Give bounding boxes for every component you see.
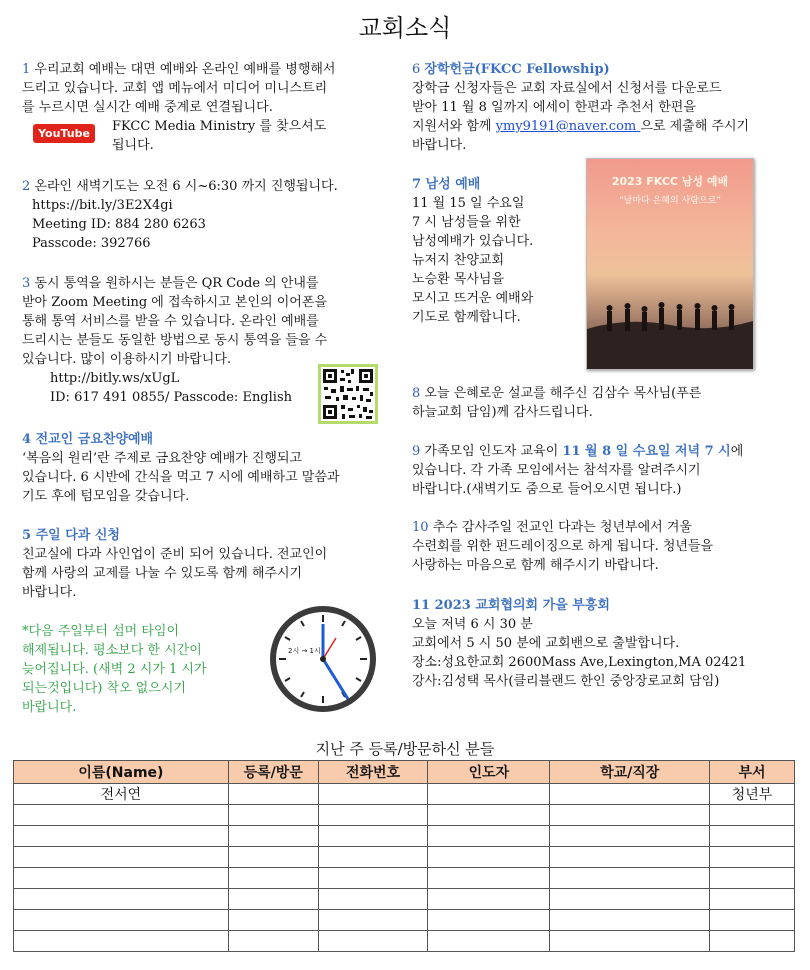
table-cell [550,784,710,805]
notice-number: 1 [22,62,31,77]
notice-text: 수련회를 위한 펀드레이징으로 하게 됩니다. 청년들을 [412,539,714,554]
column-header-status: 등록/방문 [228,761,318,784]
notice-text: 되는것입니다) 착오 없으시기 [22,681,187,696]
notice-number: 8 [412,386,421,401]
page-title: 교회소식 [358,14,452,42]
notice-heading: 11 2023 교회협의회 가을 부흥회 [412,598,610,613]
notice-text: 사랑하는 마음으로 함께 해주시기 바랍니다. [412,558,659,573]
notice-text: 동시 통역을 원하시는 분들은 QR Code 의 안내를 [34,276,319,291]
table-cell [318,847,428,868]
notice-text: 받아 11 월 8 일까지 에세이 한편과 추천서 한편을 [412,100,696,115]
notice-text: 가족모임 인도자 교육이 [424,444,563,459]
column-header-department: 부서 [710,761,795,784]
table-cell: 청년부 [710,784,795,805]
clock-label: 2시 → 1시 [288,647,321,655]
interpretation-id: ID: 617 491 0855/ Passcode: English [50,390,292,405]
table-row [14,847,795,868]
table-cell [14,805,229,826]
table-cell [710,931,795,952]
table-row [14,784,795,805]
column-header-school-work: 학교/직장 [550,761,710,784]
daylight-saving-note [22,622,262,717]
highlight-date: 11 월 8 일 수요일 저녁 7 시 [562,444,731,459]
table-cell [318,784,428,805]
table-cell [550,931,710,952]
notice-text: 드리시는 분들도 동일한 방법으로 동시 통역을 들을 수 [22,333,328,348]
table-cell [228,931,318,952]
notice-text: 온라인 새벽기도는 오전 6 시~6:30 까지 진행됩니다. [34,179,338,194]
mens-worship-poster [586,158,754,370]
notice-number: 9 [412,444,421,459]
qr-code-icon[interactable] [318,364,378,424]
table-cell [318,826,428,847]
notice-text: 으로 제출해 주시기 [640,119,750,134]
table-cell [318,805,428,826]
notice-number: 10 [412,520,429,535]
table-cell [228,805,318,826]
table-cell [228,847,318,868]
notice-2 [22,177,402,253]
notice-heading: 4 전교인 금요찬양예배 [22,432,154,447]
table-cell [428,826,550,847]
table-cell [228,889,318,910]
notice-8 [412,384,797,422]
table-cell [550,910,710,931]
visitor-table [13,760,795,952]
table-cell [14,910,229,931]
notice-text: 오늘 은혜로운 설교를 해주신 김삼수 목사님(푸른 [424,386,702,401]
table-cell [550,805,710,826]
poster-title: 2023 FKCC 남성 예배 [611,175,729,188]
notice-text: 바랍니다. [22,700,77,715]
notice-text: 있습니다. 6 시반에 간식을 먹고 7 시에 예배하고 말씀과 [22,470,340,485]
notice-text: 뉴저지 찬양교회 [412,253,505,268]
meeting-id: Meeting ID: 884 280 6263 [32,217,206,232]
interpretation-link[interactable]: http://bitly.ws/xUgL [50,371,180,386]
notice-text: 늦어집니다. (새벽 2 시가 1 시가 [22,662,207,677]
notice-text: 강사:김성택 목사(클리블랜드 한인 중앙장로교회 담임) [412,674,720,689]
table-cell [550,826,710,847]
notice-5 [22,526,402,602]
table-row [14,805,795,826]
notice-text: 해제됩니다. 평소보다 한 시간이 [22,643,202,658]
notice-text: 7 시 남성들을 위한 [412,215,521,230]
notice-6 [412,60,797,155]
table-cell [550,847,710,868]
poster-subtitle: “날마다 은혜의 사람으로” [619,196,721,206]
table-cell [428,889,550,910]
notice-text: 교회에서 5 시 50 분에 교회밴으로 출발합니다. [412,636,680,651]
notice-text: 노승환 목사님을 [412,272,505,287]
table-cell [710,805,795,826]
notice-text: 모시고 뜨거운 예배와 [412,291,534,306]
table-cell [318,868,428,889]
notice-text: 함께 사랑의 교제를 나눌 수 있도록 함께 해주시기 [22,566,303,581]
notice-number: 3 [22,276,31,291]
table-cell [228,826,318,847]
notice-text: 하늘교회 담임)께 감사드립니다. [412,405,593,420]
youtube-note [112,117,392,155]
notice-text: 친교실에 다과 사인업이 준비 되어 있습니다. 전교인이 [22,547,328,562]
notice-text: 바랍니다. [22,585,77,600]
table-cell [14,889,229,910]
notice-text: 기도 후에 텀모임을 갖습니다. [22,489,190,504]
notice-heading: 5 주일 다과 신청 [22,528,120,543]
column-header-leader: 인도자 [428,761,550,784]
notice-text: 를 누르시면 실시간 예배 중계로 연결됩니다. [22,100,273,115]
table-cell: 전서연 [14,784,229,805]
table-cell [228,910,318,931]
table-header-row [14,761,795,784]
table-cell [710,889,795,910]
notice-number: 2 [22,179,31,194]
table-cell [550,889,710,910]
table-row [14,826,795,847]
table-cell [228,784,318,805]
notice-text: 있습니다. 각 가족 모임에서는 참석자를 알려주시기 [412,463,701,478]
table-cell [14,931,229,952]
notice-10 [412,518,797,575]
table-cell [228,868,318,889]
notice-text: FKCC Media Ministry 를 찾으셔도 [112,119,327,134]
notice-text: 장소:성요한교회 2600Mass Ave,Lexington,MA 02421 [412,655,747,670]
table-cell [428,910,550,931]
table-row [14,868,795,889]
table-cell [710,910,795,931]
notice-number: 6 [412,62,421,77]
table-cell [710,826,795,847]
table-cell [318,910,428,931]
notice-text: 받아 Zoom Meeting 에 접속하시고 본인의 이어폰을 [22,295,327,310]
table-cell [428,868,550,889]
notice-11 [412,596,802,691]
notice-text: 통해 통역 서비스를 받을 수 있습니다. 온라인 예배를 [22,314,319,329]
email-link[interactable]: ymy9191@naver.com [495,119,641,134]
notice-text: 장학금 신청자들은 교회 자료실에서 신청서를 다운로드 [412,81,722,96]
table-cell [14,826,229,847]
notice-text: 바랍니다. [412,138,467,153]
column-header-phone: 전화번호 [318,761,428,784]
table-row [14,910,795,931]
column-header-name: 이름(Name) [14,761,229,784]
table-cell [14,868,229,889]
notice-9 [412,442,802,499]
notice-text: 됩니다. [112,138,154,153]
table-cell [428,931,550,952]
notice-text: 남성예배가 있습니다. [412,234,534,249]
notice-text: 지원서와 함께 [412,119,496,134]
notice-text: 에 [730,444,744,459]
notice-1 [22,60,392,117]
notice-7 [412,175,582,327]
notice-text: ‘복음의 원리’란 주제로 금요찬양 예배가 진행되고 [22,451,303,466]
notice-text: *다음 주일부터 섬머 타임이 [22,624,180,639]
notice-text: 오늘 저녁 6 시 30 분 [412,617,533,632]
clock-icon [268,604,378,714]
notice-text: 11 월 15 일 수요일 [412,196,525,211]
table-cell [710,868,795,889]
table-caption: 지난 주 등록/방문하신 분들 [315,740,495,758]
youtube-logo-icon: YouTube [33,124,95,143]
notice-text: 추수 감사주일 전교인 다과는 청년부에서 겨울 [432,520,692,535]
notice-text: 기도로 함께합니다. [412,310,521,325]
table-cell [318,889,428,910]
notice-4 [22,430,402,506]
table-cell [550,868,710,889]
notice-heading: 장학헌금(FKCC Fellowship) [424,62,610,77]
table-row [14,889,795,910]
notice-text: 드리고 있습니다. 교회 앱 메뉴에서 미디어 미니스트리 [22,81,328,96]
table-cell [428,805,550,826]
table-cell [428,847,550,868]
table-cell [14,847,229,868]
zoom-link[interactable]: https://bit.ly/3E2X4gi [32,198,173,213]
table-cell [428,784,550,805]
notice-text: 있습니다. 많이 이용하시기 바랍니다. [22,352,232,367]
notice-heading: 7 남성 예배 [412,177,481,192]
table-row [14,931,795,952]
table-cell [318,931,428,952]
table-cell [710,847,795,868]
notice-text: 우리교회 예배는 대면 예배와 온라인 예배를 병행해서 [34,62,336,77]
passcode: Passcode: 392766 [32,236,151,251]
notice-text: 바랍니다.(새벽기도 줌으로 들어오시면 됩니다.) [412,482,682,497]
